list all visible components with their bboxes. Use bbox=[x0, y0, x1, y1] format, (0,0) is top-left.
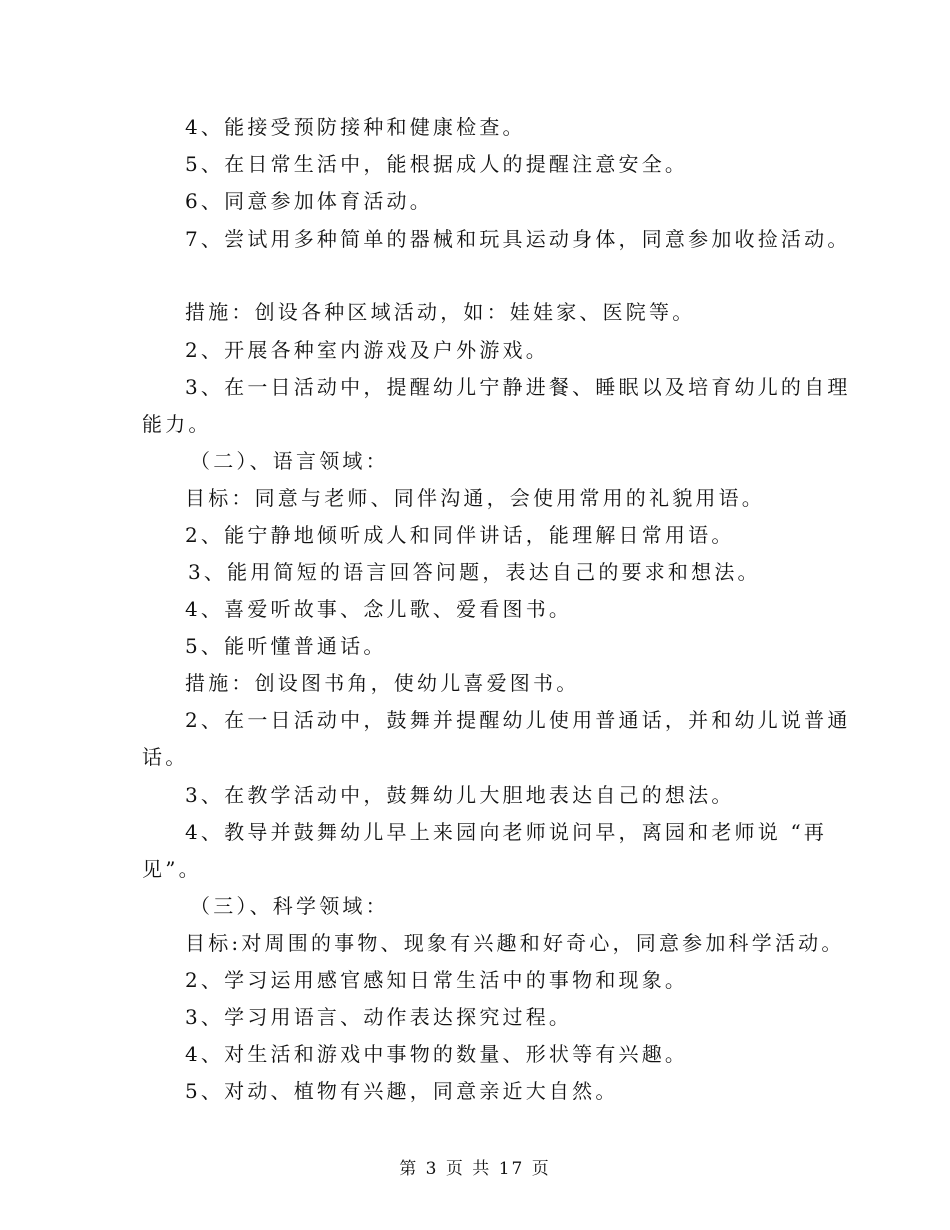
text-line: 3、在教学活动中，鼓舞幼儿大胆地表达自己的想法。 bbox=[185, 783, 735, 807]
text-line: 目标:对周围的事物、现象有兴趣和好奇心，同意参加科学活动。 bbox=[185, 931, 845, 955]
page-number-footer: 第 3 页 共 17 页 bbox=[399, 1159, 551, 1179]
section-heading: （二）、语言领域： bbox=[190, 449, 389, 473]
text-line: 5、在日常生活中，能根据成人的提醒注意安全。 bbox=[185, 152, 689, 176]
text-line: 3、能用简短的语言回答问题，表达自己的要求和想法。 bbox=[188, 560, 761, 584]
text-line: 2、开展各种室内游戏及户外游戏。 bbox=[185, 338, 549, 362]
text-line: 话。 bbox=[142, 745, 189, 769]
text-line: 能力。 bbox=[142, 412, 212, 436]
text-line: 目标：同意与老师、同伴沟通，会使用常用的礼貌用语。 bbox=[185, 486, 765, 510]
text-line: 5、对动、植物有兴趣，同意亲近大自然。 bbox=[185, 1079, 619, 1103]
text-line: 4、对生活和游戏中事物的数量、形状等有兴趣。 bbox=[185, 1042, 689, 1066]
text-line: 4、能接受预防接种和健康检查。 bbox=[185, 115, 526, 139]
text-line: 2、能宁静地倾听成人和同伴讲话，能理解日常用语。 bbox=[185, 523, 735, 547]
text-line: 6、同意参加体育活动。 bbox=[185, 189, 433, 213]
text-line: 2、在一日活动中，鼓舞并提醒幼儿使用普通话，并和幼儿说普通 bbox=[185, 708, 851, 732]
text-line: 措施：创设各种区域活动，如：娃娃家、医院等。 bbox=[185, 300, 696, 324]
text-line: 3、在一日活动中，提醒幼儿宁静进餐、睡眠以及培育幼儿的自理 bbox=[185, 375, 851, 399]
text-line: 见”。 bbox=[142, 857, 202, 881]
text-line: 4、喜爱听故事、念儿歌、爱看图书。 bbox=[185, 597, 573, 621]
text-line: 4、教导并鼓舞幼儿早上来园向老师说问早，离园和老师说 “再 bbox=[185, 820, 828, 844]
text-line: 7、尝试用多种简单的器械和玩具运动身体，同意参加收捡活动。 bbox=[185, 227, 851, 251]
text-line: 2、学习运用感官感知日常生活中的事物和现象。 bbox=[185, 968, 689, 992]
text-line: 措施：创设图书角，使幼儿喜爱图书。 bbox=[185, 671, 580, 695]
section-heading: （三）、科学领域： bbox=[190, 894, 389, 918]
text-line: 5、能听懂普通话。 bbox=[185, 634, 387, 658]
text-line: 3、学习用语言、动作表达探究过程。 bbox=[185, 1005, 573, 1029]
